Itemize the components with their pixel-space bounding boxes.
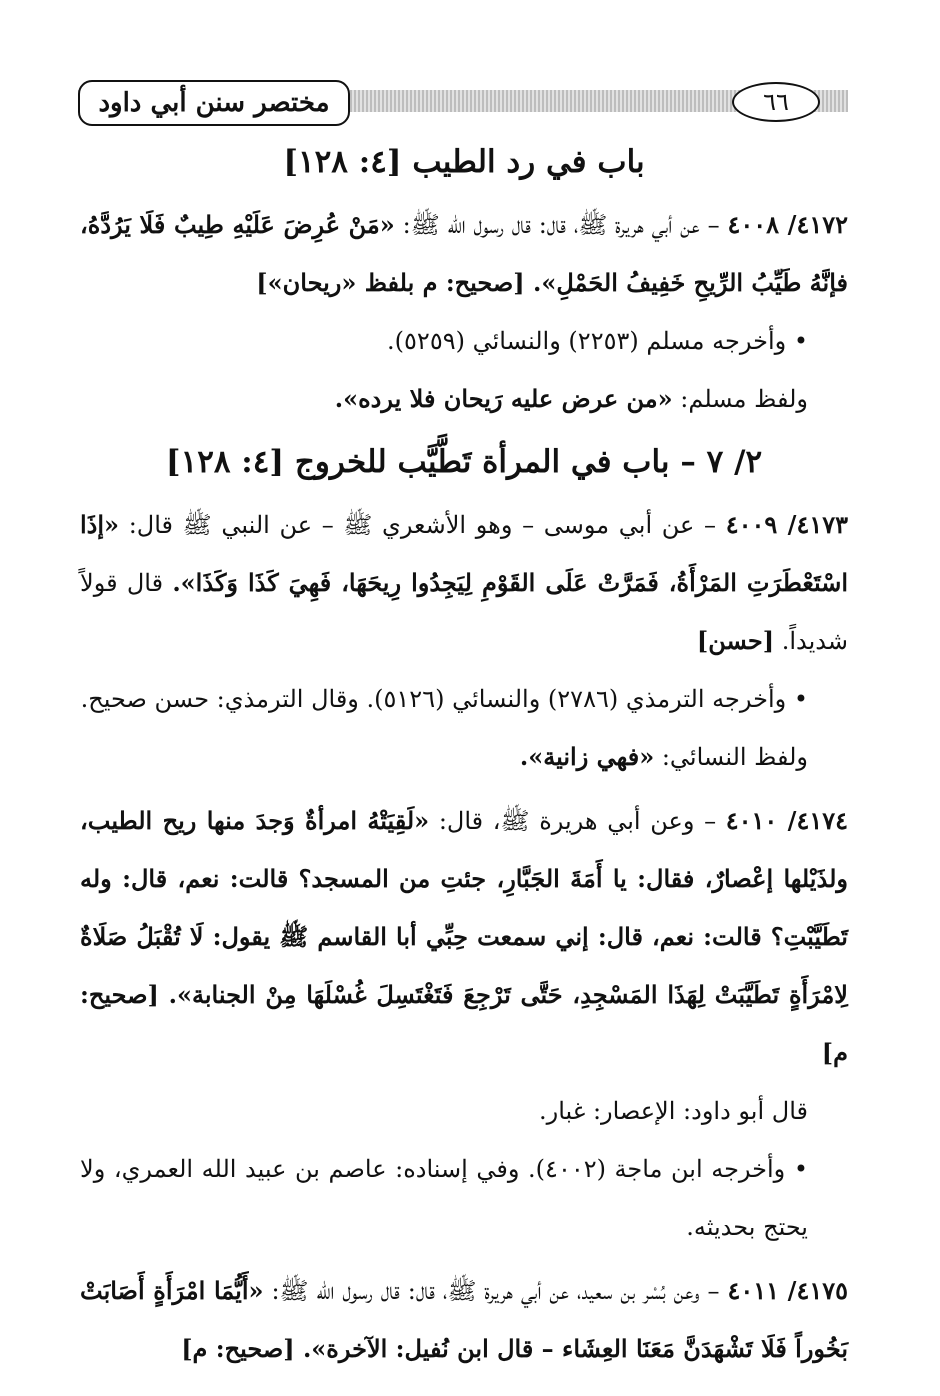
note-quote: «من عرض عليه رَيحان فلا يرده».: [334, 384, 673, 413]
chapter-heading-2: ٢/ ٧ – باب في المرأة تَطَّيَّب للخروج [٤: ١٢٨]: [165, 444, 763, 480]
hadith-number: ٤١٧٥/ ٤٠١١: [727, 1276, 849, 1305]
page-number: ٦٦: [732, 82, 820, 122]
book-title: مختصر سنن أبي داود: [78, 80, 350, 126]
page-header: [78, 80, 848, 128]
wording-note: [80, 728, 848, 786]
hadith-text: «إذَا اسْتَعْطَرَتِ المَرْأَةُ، فَمَرَّتْ عَلَى القَوْمِ لِيَجِدُوا رِيحَهَا، فَهِيَ كَذَا وَكَذَا».: [80, 510, 848, 597]
note-quote: «فهي زانية».: [519, 742, 655, 771]
hadith-4172: [80, 196, 848, 312]
hadith-text: «لَقِيَتْهُ امرأةٌ وَجدَ منها ريح الطيب، ولذَيْلها إعْصارٌ، فقال: يا أَمَةَ الجَبَّارِ، جئتِ من المسجد؟ قالت: نعم، قال: وله تَطَيَّبْتِ؟ قالت: نعم، قال: إني سمعت حِبِّي أبا القاسم ﷺ يقول: لَا تُقْبَلُ صَلَاةٌ لِامْرَأَةٍ تَطَيَّبَتْ لِهَذَا المَسْجِدِ، حَتَّى تَرْجِعَ فَتَغْتَسِلَ غُسْلَهَا مِنْ الجنابة». [صحيح: م]: [80, 806, 848, 1067]
takhrij-note: • وأخرجه مسلم (٢٢٥٣) والنسائي (٥٢٥٩).: [387, 327, 808, 355]
hadith-intro: – عن أبي هريرة ﷺ، قال: قال رسول الله ﷺ:: [394, 211, 728, 239]
hadith-4174: [80, 792, 848, 1082]
chapter-heading-1: باب في رد الطيب [٤: ١٢٨]: [283, 144, 645, 180]
note-label: ولفظ مسلم:: [672, 385, 808, 413]
wording-note: [80, 370, 848, 428]
hadith-text: «أَيُّمَا امْرَأَةٍ أَصَابَتْ بَخُوراً فَلَا تَشْهَدَنَّ مَعَنَا العِشَاء – قال ابن نُفيل: الآخرة». [صحيح: م]: [80, 1276, 848, 1363]
hadith-tail: قال قولاً شديداً.: [80, 569, 848, 655]
takhrij-note: • وأخرجه ابن ماجة (٤٠٠٢). وفي إسناده: عاصم بن عبيد الله العمري، ولا يحتج بحديثه.: [80, 1155, 808, 1241]
note-label: ولفظ النسائي:: [654, 743, 808, 771]
takhrij-note: • وأخرجه الترمذي (٢٧٨٦) والنسائي (٥١٢٦). وقال الترمذي: حسن صحيح.: [80, 685, 808, 713]
hadith-4175: [80, 1262, 848, 1378]
hadith-4173: [80, 496, 848, 670]
hadith-number: ٤١٧٣/ ٤٠٠٩: [725, 510, 849, 539]
hadith-text: «مَنْ عُرِضَ عَلَيْهِ طِيبٌ فَلَا يَرُدَّهُ، فإنَّهُ طَيِّبُ الرِّيحِ خَفِيفُ الحَمْلِ». [صحيح: م بلفظ «ريحان»]: [80, 210, 848, 297]
hadith-number: ٤١٧٢/ ٤٠٠٨: [727, 210, 848, 239]
abu-dawud-note: قال أبو داود: الإعصار: غبار.: [538, 1097, 808, 1125]
hadith-grade: [حسن]: [696, 626, 775, 655]
hadith-intro: – عن أبي موسى – وهو الأشعري ﷺ – عن النبي ﷺ قال:: [119, 511, 726, 539]
hadith-number: ٤١٧٤/ ٤٠١٠: [725, 806, 849, 835]
page-content: [80, 128, 848, 1378]
hadith-intro: – وعن بُسْر بن سعيد، عن أبي هريرة ﷺ، قال: قال رسول الله ﷺ:: [263, 1277, 728, 1305]
hadith-intro: – وعن أبي هريرة ﷺ، قال:: [429, 807, 726, 835]
